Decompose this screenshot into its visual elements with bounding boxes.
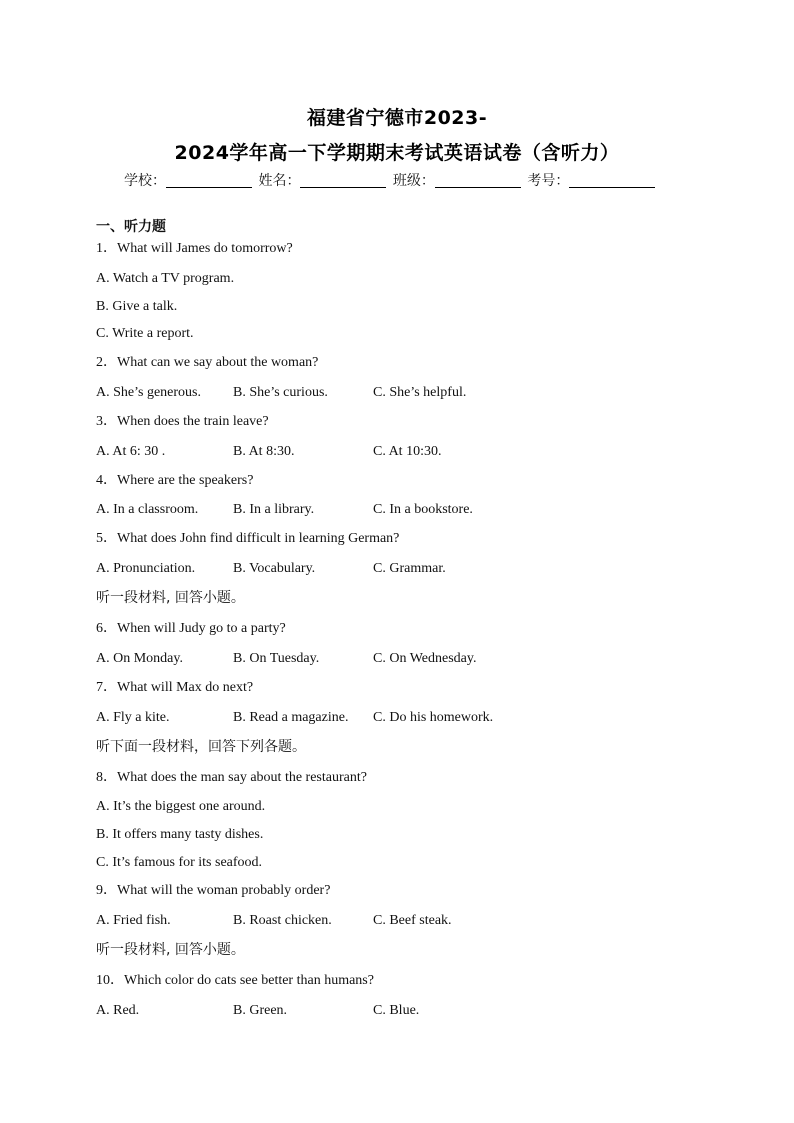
question-1-option-c: C. Write a report. [96,326,194,341]
question-8-option-c: C. It’s famous for its seafood. [96,855,263,870]
question-7-option-b: B. Read a magazine. [233,710,349,725]
listening-note-1: 听一段材料, 回答小题。 [96,590,245,606]
question-8-option-a: A. It’s the biggest one around. [96,799,266,814]
question-6: 6．When will Judy go to a party? [96,621,286,636]
question-4-option-c: C. In a bookstore. [373,502,473,517]
class-label: 班级： [392,173,435,189]
question-5-option-c: C. Grammar. [373,561,446,576]
question-6-option-a: A. On Monday. [96,651,183,666]
question-5-option-b: B. Vocabulary. [233,561,316,576]
question-1: 1．What will James do tomorrow? [96,241,293,256]
question-6-option-c: C. On Wednesday. [373,651,477,666]
question-4-option-a: A. In a classroom. [96,502,199,517]
question-1-option-a: A. Watch a TV program. [96,271,235,286]
question-10: 10．Which color do cats see better than humans? [96,973,374,988]
question-9: 9．What will the woman probably order? [96,883,331,898]
question-4-option-b: B. In a library. [233,502,315,517]
question-7-option-a: A. Fly a kite. [96,710,170,725]
question-2-option-c: C. She’s helpful. [373,385,467,400]
question-3: 3．When does the train leave? [96,414,269,429]
question-5-option-a: A. Pronunciation. [96,561,196,576]
question-10-option-b: B. Green. [233,1003,288,1018]
question-9-option-c: C. Beef steak. [373,913,452,928]
name-blank[interactable] [300,173,386,188]
question-2-option-a: A. She’s generous. [96,385,201,400]
listening-note-2: 听下面一段材料，回答下列各题。 [96,739,306,755]
name-label: 姓名： [258,173,301,189]
question-10-option-a: A. Red. [96,1003,140,1018]
question-10-option-c: C. Blue. [373,1003,420,1018]
question-3-option-c: C. At 10:30. [373,444,442,459]
school-blank[interactable] [166,173,252,188]
student-info-row [124,170,657,190]
school-label: 学校： [124,173,166,189]
question-8-option-b: B. It offers many tasty dishes. [96,827,264,842]
question-1-option-b: B. Give a talk. [96,299,178,314]
question-2-option-b: B. She’s curious. [233,385,328,400]
exam-number-blank[interactable] [569,173,655,188]
question-9-option-b: B. Roast chicken. [233,913,332,928]
exam-title-line-1: 福建省宁德市2023- [306,107,488,129]
class-blank[interactable] [435,173,521,188]
question-6-option-b: B. On Tuesday. [233,651,320,666]
question-4: 4．Where are the speakers? [96,473,254,488]
question-7-option-c: C. Do his homework. [373,710,494,725]
question-7: 7．What will Max do next? [96,680,254,695]
listening-note-3: 听一段材料, 回答小题。 [96,942,245,958]
question-8: 8．What does the man say about the restaurant? [96,770,367,785]
question-2: 2．What can we say about the woman? [96,355,319,370]
question-9-option-a: A. Fried fish. [96,913,171,928]
section-heading: 一、听力题 [96,219,166,235]
question-3-option-a: A. At 6: 30 . [96,444,166,459]
exam-title-line-2: 2024学年高一下学期期末考试英语试卷（含听力） [174,142,620,164]
question-5: 5．What does John find difficult in learning German? [96,531,400,546]
question-3-option-b: B. At 8:30. [233,444,295,459]
exam-number-label: 考号： [527,173,570,189]
